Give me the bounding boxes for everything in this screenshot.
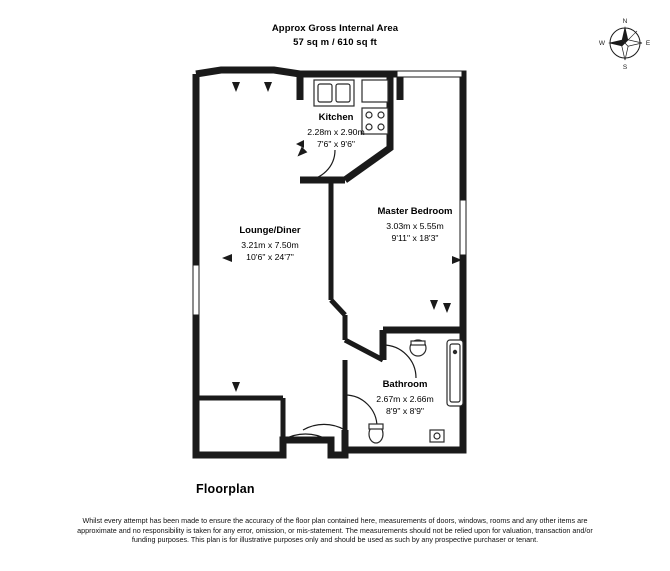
- floorplan-title: Floorplan: [196, 482, 255, 496]
- toilet-cistern: [369, 424, 383, 429]
- disclaimer-text: Whilst every attempt has been made to ensure the accuracy of the floor plan contained here, measurements of doors, windows, rooms and any other items are approximate and no responsibility is taken for any error, omission, or mis-statement. The measurements should not be relied upon for valuation, transaction and/or funding purposes. This plan is for illustrative purposes only and should be used as such by any prospective purchaser or tenant.: [77, 516, 593, 545]
- compass-south-label: S: [622, 64, 628, 71]
- room-dim-imperial-bathroom: 8'9" x 8'9": [386, 406, 424, 416]
- room-name-bathroom: Bathroom: [382, 379, 428, 390]
- room-label-kitchen: [281, 112, 391, 151]
- room-label-bathroom: [350, 379, 460, 418]
- kitchen-sink-basin: [318, 84, 332, 102]
- compass-west-label: W: [598, 40, 606, 47]
- room-dim-metric-master-bedroom: 3.03m x 5.55m: [386, 220, 444, 231]
- room-label-lounge: [200, 225, 340, 264]
- area-summary-line2: 57 sq m / 610 sq ft: [293, 37, 377, 48]
- room-name-master-bedroom: Master Bedroom: [377, 206, 453, 217]
- room-dim-metric-bathroom: 2.67m x 2.66m: [376, 393, 434, 404]
- window-kitchen-north: [397, 71, 462, 77]
- room-dim-imperial-master-bedroom: 9'11" x 18'3": [391, 233, 439, 243]
- room-label-master-bedroom: [355, 206, 475, 245]
- room-dim-imperial-kitchen: 7'6" x 9'6": [317, 139, 355, 149]
- room-dim-imperial-lounge: 10'6" x 24'7": [246, 252, 294, 262]
- basin-back: [411, 341, 425, 345]
- room-name-lounge: Lounge/Diner: [239, 225, 301, 236]
- room-dim-metric-lounge: 3.21m x 7.50m: [241, 239, 299, 250]
- area-summary-line1: Approx Gross Internal Area: [271, 23, 399, 34]
- compass-north-label: N: [622, 18, 628, 25]
- kitchen-worktop: [362, 80, 388, 102]
- compass-east-label: E: [645, 40, 651, 47]
- kitchen-drainer: [336, 84, 350, 102]
- window-lounge-west: [193, 265, 199, 315]
- bathtub-tap: [453, 350, 456, 353]
- room-name-kitchen: Kitchen: [318, 112, 354, 123]
- bathroom-cabinet-detail: [434, 433, 440, 439]
- room-dim-metric-kitchen: 2.28m x 2.90m: [307, 126, 365, 137]
